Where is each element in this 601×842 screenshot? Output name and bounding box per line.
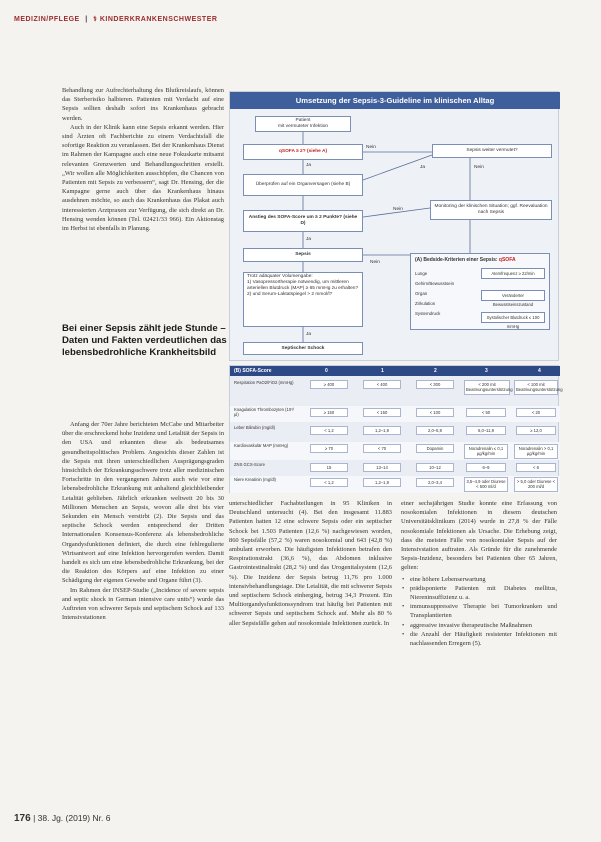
table-row	[230, 442, 560, 460]
shock-criteria-2: 2) und Serum-Laktatspiegel > 2 mmol/l?	[247, 292, 333, 297]
column-header: 1	[381, 368, 384, 374]
monitor-text: Monitoring der klinischen Situation; ggf. Reevaluation nach Sepsis	[434, 204, 548, 215]
running-header	[14, 15, 217, 23]
row-label: Kardiovaskulär MAP (mmHg)	[234, 443, 289, 448]
table-header	[230, 366, 560, 376]
paragraph: Im Rahmen der INSEP-Studie („Incidence of severe sepsis and septic shock in German intensive care units“) wurde das Auftreten von schwerer Sepsis und septischem Schock auf 133 Intensivstationen	[62, 586, 224, 622]
table-cell: 15	[310, 463, 348, 472]
left-column-bottom	[62, 420, 224, 622]
table-cell: < 1,2	[310, 426, 348, 435]
shock-criteria-title: Trotz adäquater Volumengabe:	[247, 274, 313, 279]
table-cell: < 150	[363, 408, 401, 417]
list-item: • prädisponierte Patienten mit Diabetes mellitus, Niereninsuffizienz u. a.	[401, 584, 557, 602]
criteria-item: Lunge	[415, 271, 428, 276]
list-item: • die Anzahl der Häufigkeit resistenter Infektionen mit nachlassenden Erregern (5).	[401, 630, 557, 648]
row-label: Leber Bilirubin (mg/dl)	[234, 425, 275, 430]
table-cell: Noradrenalin > 0,1 µg/kg/min	[514, 444, 558, 459]
criteria-item: Zirkulation	[415, 301, 436, 306]
table-cell: < 300	[416, 380, 454, 389]
panel-title-red: qSOFA	[498, 257, 516, 263]
no-label: Nein	[474, 165, 484, 170]
table-cell: 1,2–1,9	[363, 426, 401, 435]
middle-column	[229, 499, 392, 628]
sofa-eval-box	[243, 210, 363, 232]
criteria-item: Systemdruck	[415, 311, 441, 316]
header-separator: |	[85, 16, 88, 23]
table-title: (B) SOFA-Score	[234, 368, 272, 374]
shock-box	[243, 342, 363, 355]
sepsis-box	[243, 248, 363, 262]
table-row	[230, 378, 563, 402]
section-heading: Bei einer Sepsis zählt jede Stunde – Daten und Fakten verdeutlichen das lebensbedrohliche Krankheitsbild	[62, 323, 227, 358]
row-label: Respiration PaO2/FiO2 (mmHg)	[234, 380, 294, 385]
sofa-eval: Anstieg des SOFA-Score um ≥ 2 Punkte? (siehe D)	[248, 215, 358, 226]
organ-check: Überprüfen auf ein Organversagen (siehe B)	[255, 182, 351, 187]
paragraph: unterschiedlicher Fachabteilungen in 95 Kliniken in Deutschland untersucht (4). Bei den insgesamt 11.883 Patienten hatten 12 eine schwere Sepsis oder ein septischer Schock bei 1.503 Patienten (12,6 %) nachgewiesen worden, 860 Septsfälle (57,2 %) waren nosokomial und 643 (42,8 %) ambulant erworben. Die häufigsten Infektionen betrafen den Respirationstrakt (36,6 %), das Abdomen inklusive Gastrointestinaltrakt (28,2 %) und das Urogenitalsystem (12,6 %). Die Inzidenz der Sepsis betrug 11,76 pro 1.000 intensivbehandlungstage. Die Letalität, die mit schwerer Sepsis und septischem Schock einherging, betrug 34,3 Prozent. Ein Multiorgandysfunktionssyndrom trat häufig bei Patienten mit schwerer Sepsis und septischem Schock auf. Mehr als 80 % aller Sepsisfälle gehen auf nosokomiale Infektionen zurück. In	[229, 500, 392, 627]
yes-label: Ja	[306, 163, 312, 168]
page-footer	[14, 813, 110, 824]
table-cell: < 6	[516, 463, 556, 472]
table-cell: < 400	[363, 380, 401, 389]
table-row	[230, 476, 560, 493]
list-item: • immunsuppressive Therapie bei Tumorkranken und Transplantierten	[401, 602, 557, 620]
table-cell: Noradrenalin ≤ 0,1 µg/kg/min	[464, 444, 508, 459]
start-line2: mit vermuteter Infektion	[277, 124, 329, 129]
table-cell: 2,0–5,9	[416, 426, 454, 435]
paragraph: Behandlung zur Aufrechterhaltung des Blutkreislaufs, können das Sterberisiko halbieren. Patienten mit Verdacht auf eine Sepsis sollten deshalb sofort ins Krankenhaus gebracht werden.	[62, 87, 224, 122]
table-cell: < 100 mit Beatmungsunterstützung	[514, 380, 558, 395]
table-cell: 10–12	[416, 463, 454, 472]
panel-title	[415, 257, 516, 263]
table-cell: ≥ 70	[310, 444, 348, 453]
table-cell: 13–14	[363, 463, 401, 472]
table-row	[230, 462, 560, 474]
sepsis-label: Sepsis	[295, 252, 311, 257]
stethoscope-icon: ⚕	[93, 16, 98, 23]
table-cell: < 50	[466, 408, 506, 417]
row-label: ZNS GCS-Score	[234, 462, 265, 467]
table-cell: 6–9	[466, 463, 506, 472]
paragraph: Anfang der 70er Jahre berichteten McCabe und Mitarbeiter über die erschreckend hohe Inzidenz und Letalität der Sepsis in den USA und erkannten diese als bedeutsames gesundheitspolitisches Problem. Angesichts dieser Zahlen ist die Sepsis mit ihren unterschiedlichen Ausprägungsgraden hinsichtlich der Erkrankungsschwere trotz aller medizinischen Fortschritte in den vergangenen Jahren auch wie vor eine lebensbedrohliche Erkrankung mit anhaltend gleichbleibender Letalität geblieben. Jährlich erkranken weltweit 20 bis 30 Millionen Menschen an Sepsis, wovon alle drei bis vier Sekunden ein Mensch verstirbt (2). Die Sepsis und das septische Schock werden entsprechend der Dritten Internationalen Konsensus-Konferenz als lebensbedrohliche Organdysfunktionen definiert, die durch eine fehlregulierte Wirtsantwort auf eine Infektion hervorgerufen werden. Damit handelt es sich um eine lebensbedrohliche Erkrankung, bei der die Reaktion des Körpers auf eine Infektion zu einer Schädigung der eigenen Gewebe und Organe führt (3).	[62, 421, 225, 585]
paragraph: Auch in der Klinik kann eine Sepsis erkannt werden. Hier sind Ärzten oft Fachberichte zu einem Verdachtsfall die sofortige Reaktion zu veranlassen. Bei der Krankenhaus Dienst im Rahmen der Kampagne auch eine neue Fokuskarte mitsamt relevanten Grenzwerten und Behandlungsschritten erstellt. „Wir wollen alle Möglichkeiten ausschöpfen, die Chancen von Patienten mit Sepsis zu verbessern“, sagt Dr. Hensing, der die Kampagne gerne auch über das Krankenhaus hinaus ausdehnen möchte, so auch das Krankenhaus das Plakat auch interessierten Arztpraxen zur Verfügung, die sich direkt an Dr. Hensing wenden können (Tel. 02421/33 966). Ein Aktionstag im Herbst ist ebenfalls in Planung.	[62, 123, 224, 233]
table-cell: ≥ 150	[310, 408, 348, 417]
criteria-box: Atemfrequenz ≥ 22/min	[481, 268, 545, 279]
page-number: 176	[14, 813, 31, 824]
start-box	[255, 116, 351, 132]
start-line1: Patient	[295, 118, 311, 123]
table-cell: 6,0–11,9	[466, 426, 506, 435]
no-label: Nein	[366, 145, 376, 150]
table-cell: 2,0–3,4	[416, 478, 454, 487]
row-label: Koagulation Thrombozyten (10³/µl)	[234, 407, 294, 418]
list-item: • aggressive invasive therapeutische Maßnahmen	[401, 621, 557, 630]
table-cell: > 5,0 oder Diurese < 200 ml/d	[514, 477, 558, 492]
criteria-box: Systolischer Blutdruck ≤ 100 mmHg	[481, 312, 545, 323]
yes-label: Ja	[420, 165, 426, 170]
table-cell: 1,2–1,9	[363, 478, 401, 487]
table-cell: 3,5–4,9 oder Diurese < 500 ml/d	[464, 477, 508, 492]
criteria-item: Gehirn/Bewusstsein	[415, 281, 455, 286]
section-label: MEDIZIN/PFLEGE	[14, 16, 80, 23]
reasons-list	[401, 575, 557, 649]
bedside-criteria-panel	[410, 253, 550, 330]
table-cell: < 20	[516, 408, 556, 417]
right-column	[401, 499, 557, 648]
organ-check-box	[243, 174, 363, 196]
list-item: • eine höhere Lebenserwartung	[401, 575, 557, 584]
table-cell: < 100	[416, 408, 454, 417]
table-cell: Dopamin	[416, 444, 454, 453]
yes-label: Ja	[306, 332, 312, 337]
column-header: 4	[538, 368, 541, 374]
shock-criteria-1: 1) Vasopressortherapie notwendig, um mittleren arteriellen Blutdruck (MAP) ≥ 65 mmHg zu erhalten?	[247, 280, 359, 291]
shock-criteria-box	[243, 272, 363, 327]
table-row	[230, 424, 560, 440]
criteria-box: Veränderter Bewusstseinszustand	[481, 290, 545, 301]
qsofa-label: qSOFA ≥ 2? (siehe A)	[278, 149, 328, 154]
monitor-box	[430, 200, 552, 220]
table-cell: ≥ 400	[310, 380, 348, 389]
sepsis-question: Sepsis weiter vermutet?	[466, 148, 518, 153]
shock-label: Septischer Schock	[281, 345, 325, 351]
left-column-top	[62, 86, 224, 233]
table-cell: < 1,2	[310, 478, 348, 487]
row-label: Niere Kreatinin (mg/dl)	[234, 477, 276, 482]
issue-label: 38. Jg. (2019) Nr. 6	[37, 813, 111, 823]
sepsis-question-box	[432, 144, 552, 158]
column-header: 0	[325, 368, 328, 374]
qsofa-box	[243, 144, 363, 160]
sepsis-flowchart	[229, 91, 559, 361]
yes-label: Ja	[306, 237, 312, 242]
sofa-score-table	[229, 365, 563, 493]
table-row	[230, 406, 560, 422]
criteria-item: Organ	[415, 291, 428, 296]
table-cell: ≥ 12,0	[516, 426, 556, 435]
journal-label: KINDERKRANKENSCHWESTER	[99, 16, 218, 23]
column-header: 2	[434, 368, 437, 374]
table-cell: < 200 mit Beatmungsunterstützung	[464, 380, 510, 395]
panel-title-text: (A) Bedside-Kriterien einer Sepsis:	[415, 257, 498, 263]
table-cell: < 70	[363, 444, 401, 453]
no-label: Nein	[393, 207, 403, 212]
no-label: Nein	[370, 260, 380, 265]
footer-divider: |	[33, 813, 36, 823]
column-header: 3	[485, 368, 488, 374]
figure-title: Umsetzung der Sepsis-3-Guideline im klinischen Alltag	[230, 92, 560, 109]
paragraph: einer sechsjährigen Studie konnte eine Erfassung von nosokomialen Infektionen in diesem deutschen Universitätsklinikum (2014) wurde in 27,8 % der Fälle nosokomiale Infektionen als Ursache. Die Erhebung zeigt, dass die meisten Fälle von nosokomialer Sepsis auf der Intensivstation auftraten. Als Gründe für die zunehmende Sepsis-Inzidenz, besonders bei Patienten über 65 Jahren, gelten:	[401, 500, 557, 572]
